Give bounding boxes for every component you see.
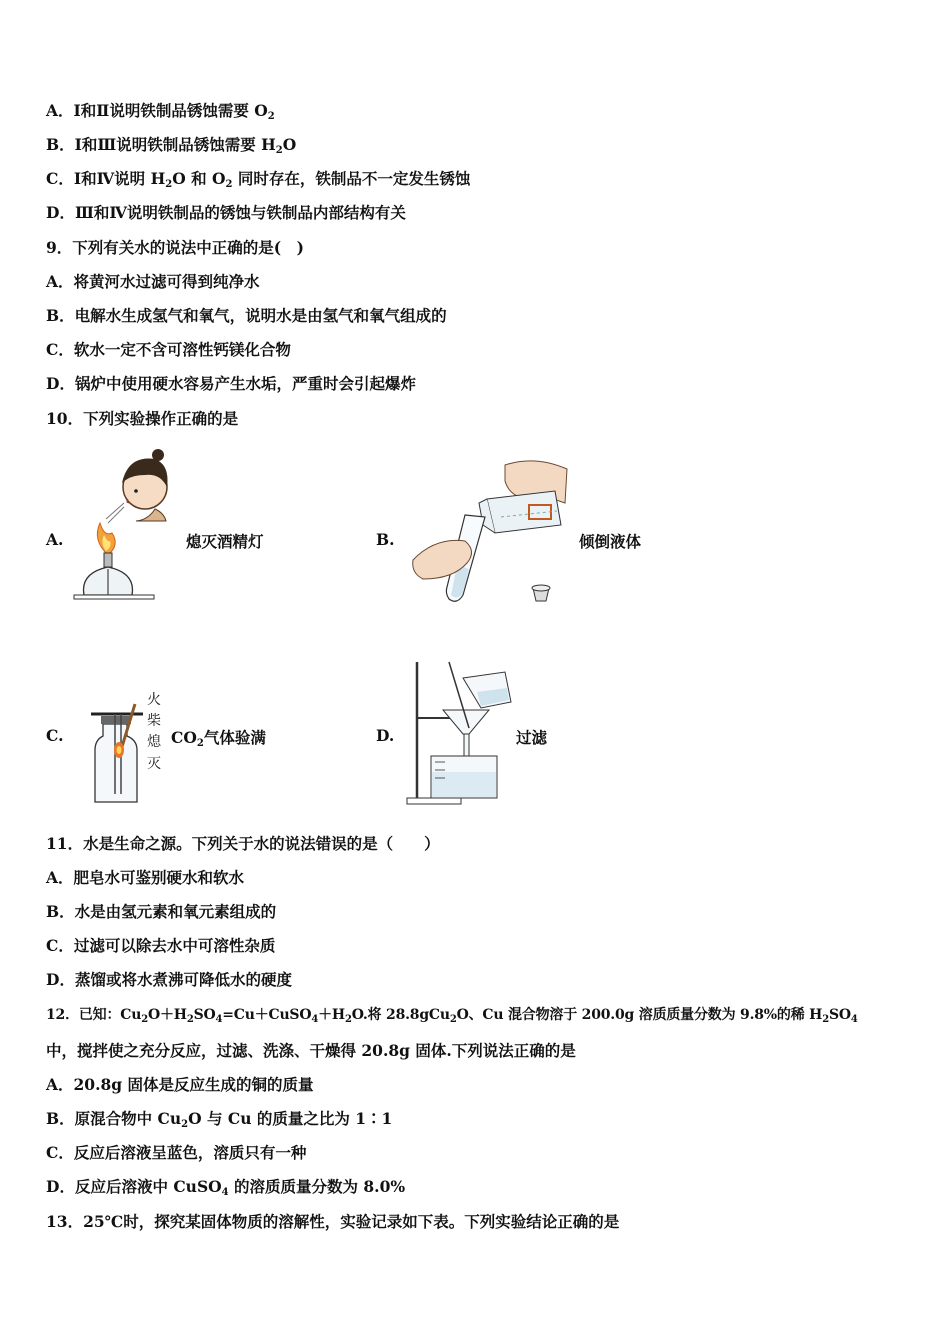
q10-option-a-caption: 熄灭酒精灯 (186, 532, 264, 551)
q9-stem: 9．下列有关水的说法中正确的是( ) (46, 238, 304, 257)
q10-option-d-caption: 过滤 (516, 728, 548, 747)
q13-stem: 13．25℃时，探究某固体物质的溶解性，实验记录如下表。下列实验结论正确的是 (46, 1212, 620, 1231)
q8-option-d: D．Ⅲ和Ⅳ说明铁制品的锈蚀与铁制品内部结构有关 (46, 203, 406, 222)
co2-test-figure (85, 690, 170, 808)
q12-stem-line2: 中，搅拌使之充分反应，过滤、洗涤、干燥得 20.8g 固体.下列说法正确的是 (46, 1041, 576, 1060)
filtration-figure (405, 658, 515, 808)
figure-char-3: 熄 (147, 734, 161, 750)
q10-stem: 10．下列实验操作正确的是 (46, 409, 239, 428)
q10-option-a-label: A. (46, 530, 64, 549)
q9-option-b: B．电解水生成氢气和氧气，说明水是由氢气和氧气组成的 (46, 306, 447, 325)
q9-option-d: D．锅炉中使用硬水容易产生水垢，严重时会引起爆炸 (46, 374, 416, 393)
q12-option-a: A．20.8g 固体是反应生成的铜的质量 (46, 1075, 314, 1094)
figure-char-4: 灭 (147, 756, 161, 772)
q10-option-d-label: D. (376, 726, 395, 745)
q8-option-c: C．Ⅰ和Ⅳ说明 $H_2O$ 和 $O_2$ 同时存在，铁制品不一定发生锈蚀 (46, 169, 471, 190)
q8-option-a: A．Ⅰ和Ⅱ说明铁制品锈蚀需要 $O_2$ (46, 101, 275, 122)
q11-option-d: D．蒸馏或将水煮沸可降低水的硬度 (46, 970, 292, 989)
figure-char-2: 柴 (147, 713, 161, 729)
q12-stem-line1: 12．已知：$Cu_2O+H_2SO_4=Cu+CuSO_4+H_2O$.将 28.8gCu$_2$O、Cu 混合物溶于 200.0g 溶质质量分数为 9.8%的稀 $H_2SO_4$ (46, 1007, 858, 1025)
q10-option-c-label: C. (46, 726, 64, 745)
q11-option-b: B．水是由氢元素和氧元素组成的 (46, 902, 277, 921)
q12-option-c: C．反应后溶液呈蓝色，溶质只有一种 (46, 1143, 307, 1162)
q10-option-b-caption: 倾倒液体 (579, 532, 642, 551)
q9-option-c: C．软水一定不含可溶性钙镁化合物 (46, 340, 291, 359)
q8-option-b: B．Ⅰ和Ⅲ说明铁制品锈蚀需要 $H_2O$ (46, 135, 297, 156)
q11-stem: 11．水是生命之源。下列关于水的说法错误的是（ ） (46, 834, 440, 853)
q12-option-b: B．原混合物中 $Cu_2O$ 与 Cu 的质量之比为 1∶1 (46, 1109, 393, 1130)
q9-option-a: A．将黄河水过滤可得到纯净水 (46, 272, 260, 291)
q10-option-c-caption: $CO_2$气体验满 (171, 728, 266, 749)
pour-liquid-figure (405, 455, 575, 610)
q11-option-a: A．肥皂水可鉴别硬水和软水 (46, 868, 245, 887)
q11-option-c: C．过滤可以除去水中可溶性杂质 (46, 936, 276, 955)
q12-option-d: D．反应后溶液中 CuSO$_4$ 的溶质质量分数为 8.0% (46, 1177, 406, 1198)
extinguish-lamp-figure (70, 445, 182, 610)
figure-char-1: 火 (147, 692, 161, 708)
q10-option-b-label: B. (376, 530, 395, 549)
